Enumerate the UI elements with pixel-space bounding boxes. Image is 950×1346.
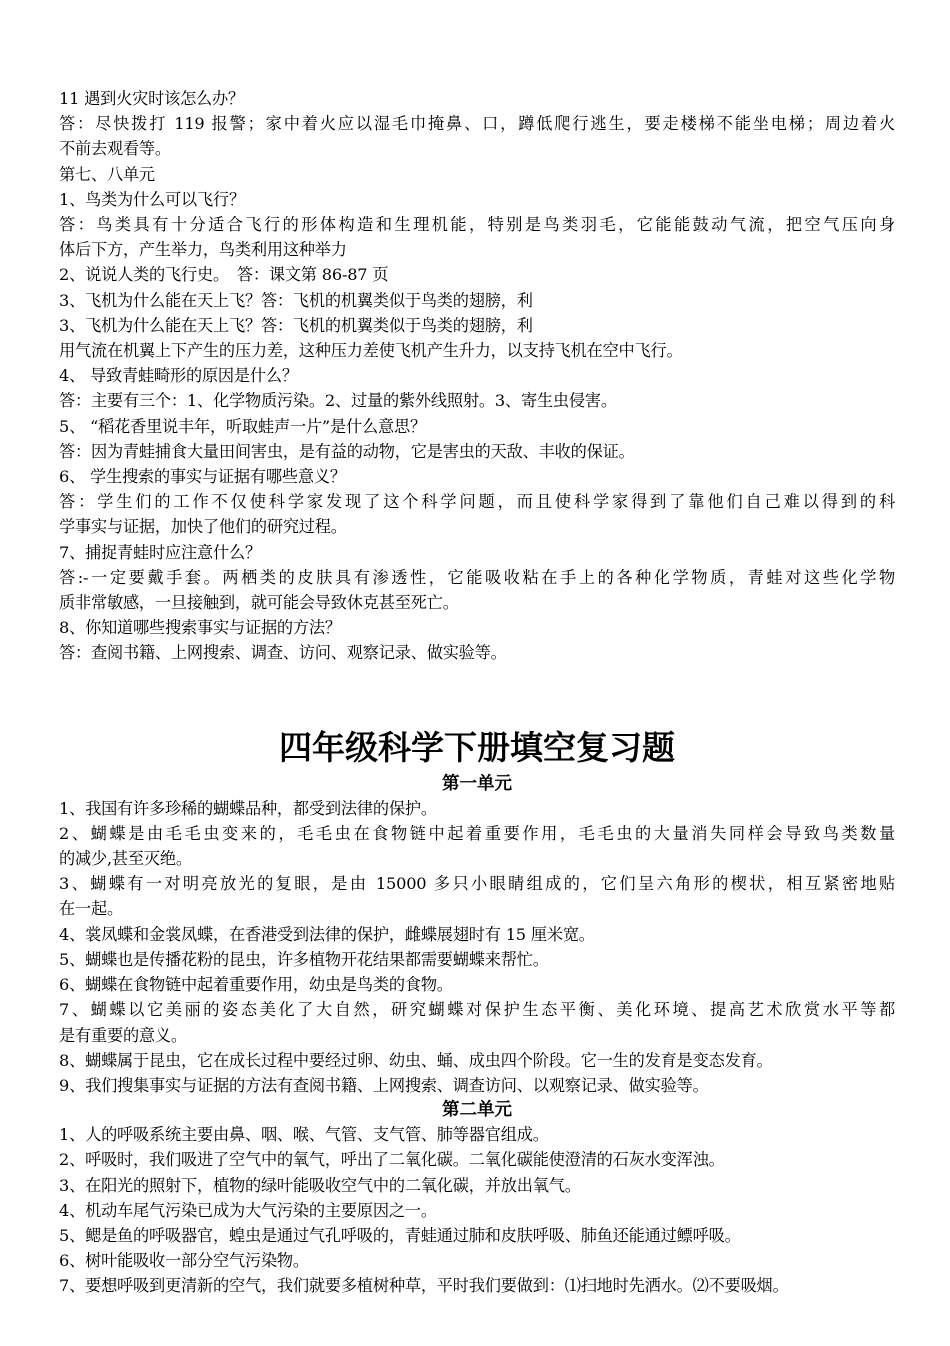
text-line: 3、飞机为什么能在天上飞？答：飞机的机翼类似于鸟类的翅膀，利: [59, 315, 533, 335]
section-gap: [59, 666, 895, 718]
text-line: 4、机动车尾气污染已成为大气污染的主要原因之一。: [59, 1200, 437, 1220]
text-line: 是有重要的意义。: [59, 1025, 187, 1045]
qa-section: [59, 86, 895, 666]
text-line: 6、蝴蝶在食物链中起着重要作用，幼虫是鸟类的食物。: [59, 975, 453, 995]
text-line: 11 遇到火灾时该怎么办？: [59, 89, 245, 108]
text-line: 质非常敏感，一旦接触到，就可能会导致休克甚至死亡。: [59, 593, 459, 613]
text-line: 6、 学生搜索的事实与证据有哪些意义？: [59, 467, 346, 487]
text-line: 7、捕捉青蛙时应注意什么？: [59, 542, 261, 562]
text-line: 体后下方，产生举力，鸟类利用这种举力: [59, 240, 347, 260]
unit-1-section: [59, 772, 895, 1098]
text-line: 4、裳凤蝶和金裳凤蝶，在香港受到法律的保护，雌蝶展翅时有 15 厘米宽。: [59, 924, 595, 944]
text-line: 2、说说人类的飞行史。 答：课文第 86-87 页: [59, 265, 389, 285]
text-line: 答:-一定要戴手套。两栖类的皮肤具有渗透性，它能吸收粘在手上的各种化学物质，青蛙对这些化学物: [59, 567, 895, 587]
text-line: 1、人的呼吸系统主要由鼻、咽、喉、气管、支气管、肺等器官组成。: [59, 1125, 549, 1145]
text-line: 3、飞机为什么能在天上飞？答：飞机的机翼类似于鸟类的翅膀，利: [59, 290, 533, 310]
unit-1-title: 第一单元: [442, 773, 512, 794]
text-line: 答：主要有三个：1、化学物质污染。2、过量的紫外线照射。3、寄生虫侵害。: [59, 391, 617, 411]
text-line: 不前去观看等。: [59, 139, 171, 159]
text-line: 1、我国有许多珍稀的蝴蝶品种，都受到法律的保护。: [59, 798, 437, 818]
text-line: 8、你知道哪些搜索事实与证据的方法？: [59, 618, 341, 638]
text-line: 5、 “稻花香里说丰年，听取蛙声一片”是什么意思？: [59, 416, 426, 436]
text-line: 3、蝴蝶有一对明亮放光的复眼，是由 15000 多只小眼睛组成的，它们呈六角形的楔状，相互紧密地贴: [59, 874, 895, 894]
text-line: 3、在阳光的照射下，植物的绿叶能吸收空气中的二氧化碳，并放出氧气。: [59, 1175, 581, 1195]
unit-2-title: 第二单元: [442, 1100, 512, 1121]
document-page: [59, 86, 895, 1299]
text-line: 5、鳃是鱼的呼吸器官，蝗虫是通过气孔呼吸的，青蛙通过肺和皮肤呼吸、肺鱼还能通过鳔呼吸。: [59, 1225, 741, 1245]
text-line: 9、我们搜集事实与证据的方法有查阅书籍、上网搜索、调查访问、以观察记录、做实验等。: [59, 1075, 709, 1095]
text-line: 7、蝴蝶以它美丽的姿态美化了大自然，研究蝴蝶对保护生态平衡、美化环境、提高艺术欣赏水平等都: [59, 1000, 895, 1020]
text-line: 1、鸟类为什么可以飞行？: [59, 189, 245, 209]
text-line: 答：因为青蛙捕食大量田间害虫，是有益的动物，它是害虫的天敌、丰收的保证。: [59, 441, 635, 461]
text-line: 7、要想呼吸到更清新的空气，我们就要多植树种草，平时我们要做到：⑴扫地时先洒水。⑵不要吸烟。: [59, 1276, 789, 1296]
text-line: 2、蝴蝶是由毛毛虫变来的，毛毛虫在食物链中起着重要作用，毛毛虫的大量消失同样会导致鸟类数量: [59, 823, 895, 843]
text-line: 学事实与证据，加快了他们的研究过程。: [59, 517, 347, 537]
main-title: 四年级科学下册填空复习题: [279, 727, 675, 767]
text-line: 用气流在机翼上下产生的压力差，这种压力差使飞机产生升力，以支持飞机在空中飞行。: [59, 341, 683, 361]
text-line: 2、呼吸时，我们吸进了空气中的氧气，呼出了二氧化碳。二氧化碳能使澄清的石灰水变浑浊。: [59, 1150, 725, 1170]
unit-2-section: [59, 1098, 895, 1298]
text-line: 的减少,甚至灭绝。: [59, 849, 192, 869]
text-line: 在一起。: [59, 899, 123, 919]
text-line: 答：尽快拨打 119 报警；家中着火应以湿毛巾掩鼻、口，蹲低爬行逃生，要走楼梯不能坐电梯；周边着火: [59, 114, 895, 134]
text-line: 8、蝴蝶属于昆虫，它在成长过程中要经过卵、幼虫、蛹、成虫四个阶段。它一生的发育是变态发育。: [59, 1050, 773, 1070]
section-heading: 第七、八单元: [59, 164, 155, 184]
text-line: 5、蝴蝶也是传播花粉的昆虫，许多植物开花结果都需要蝴蝶来帮忙。: [59, 949, 549, 969]
text-line: 答：鸟类具有十分适合飞行的形体构造和生理机能，特别是鸟类羽毛，它能能鼓动气流，把空气压向身: [59, 215, 895, 235]
text-line: 答：查阅书籍、上网搜索、调查、访问、观察记录、做实验等。: [59, 643, 507, 663]
text-line: 答：学生们的工作不仅使科学家发现了这个科学问题，而且使科学家得到了靠他们自己难以得到的科: [59, 492, 895, 512]
text-line: 6、树叶能吸收一部分空气污染物。: [59, 1251, 309, 1271]
text-line: 4、 导致青蛙畸形的原因是什么？: [59, 366, 298, 386]
